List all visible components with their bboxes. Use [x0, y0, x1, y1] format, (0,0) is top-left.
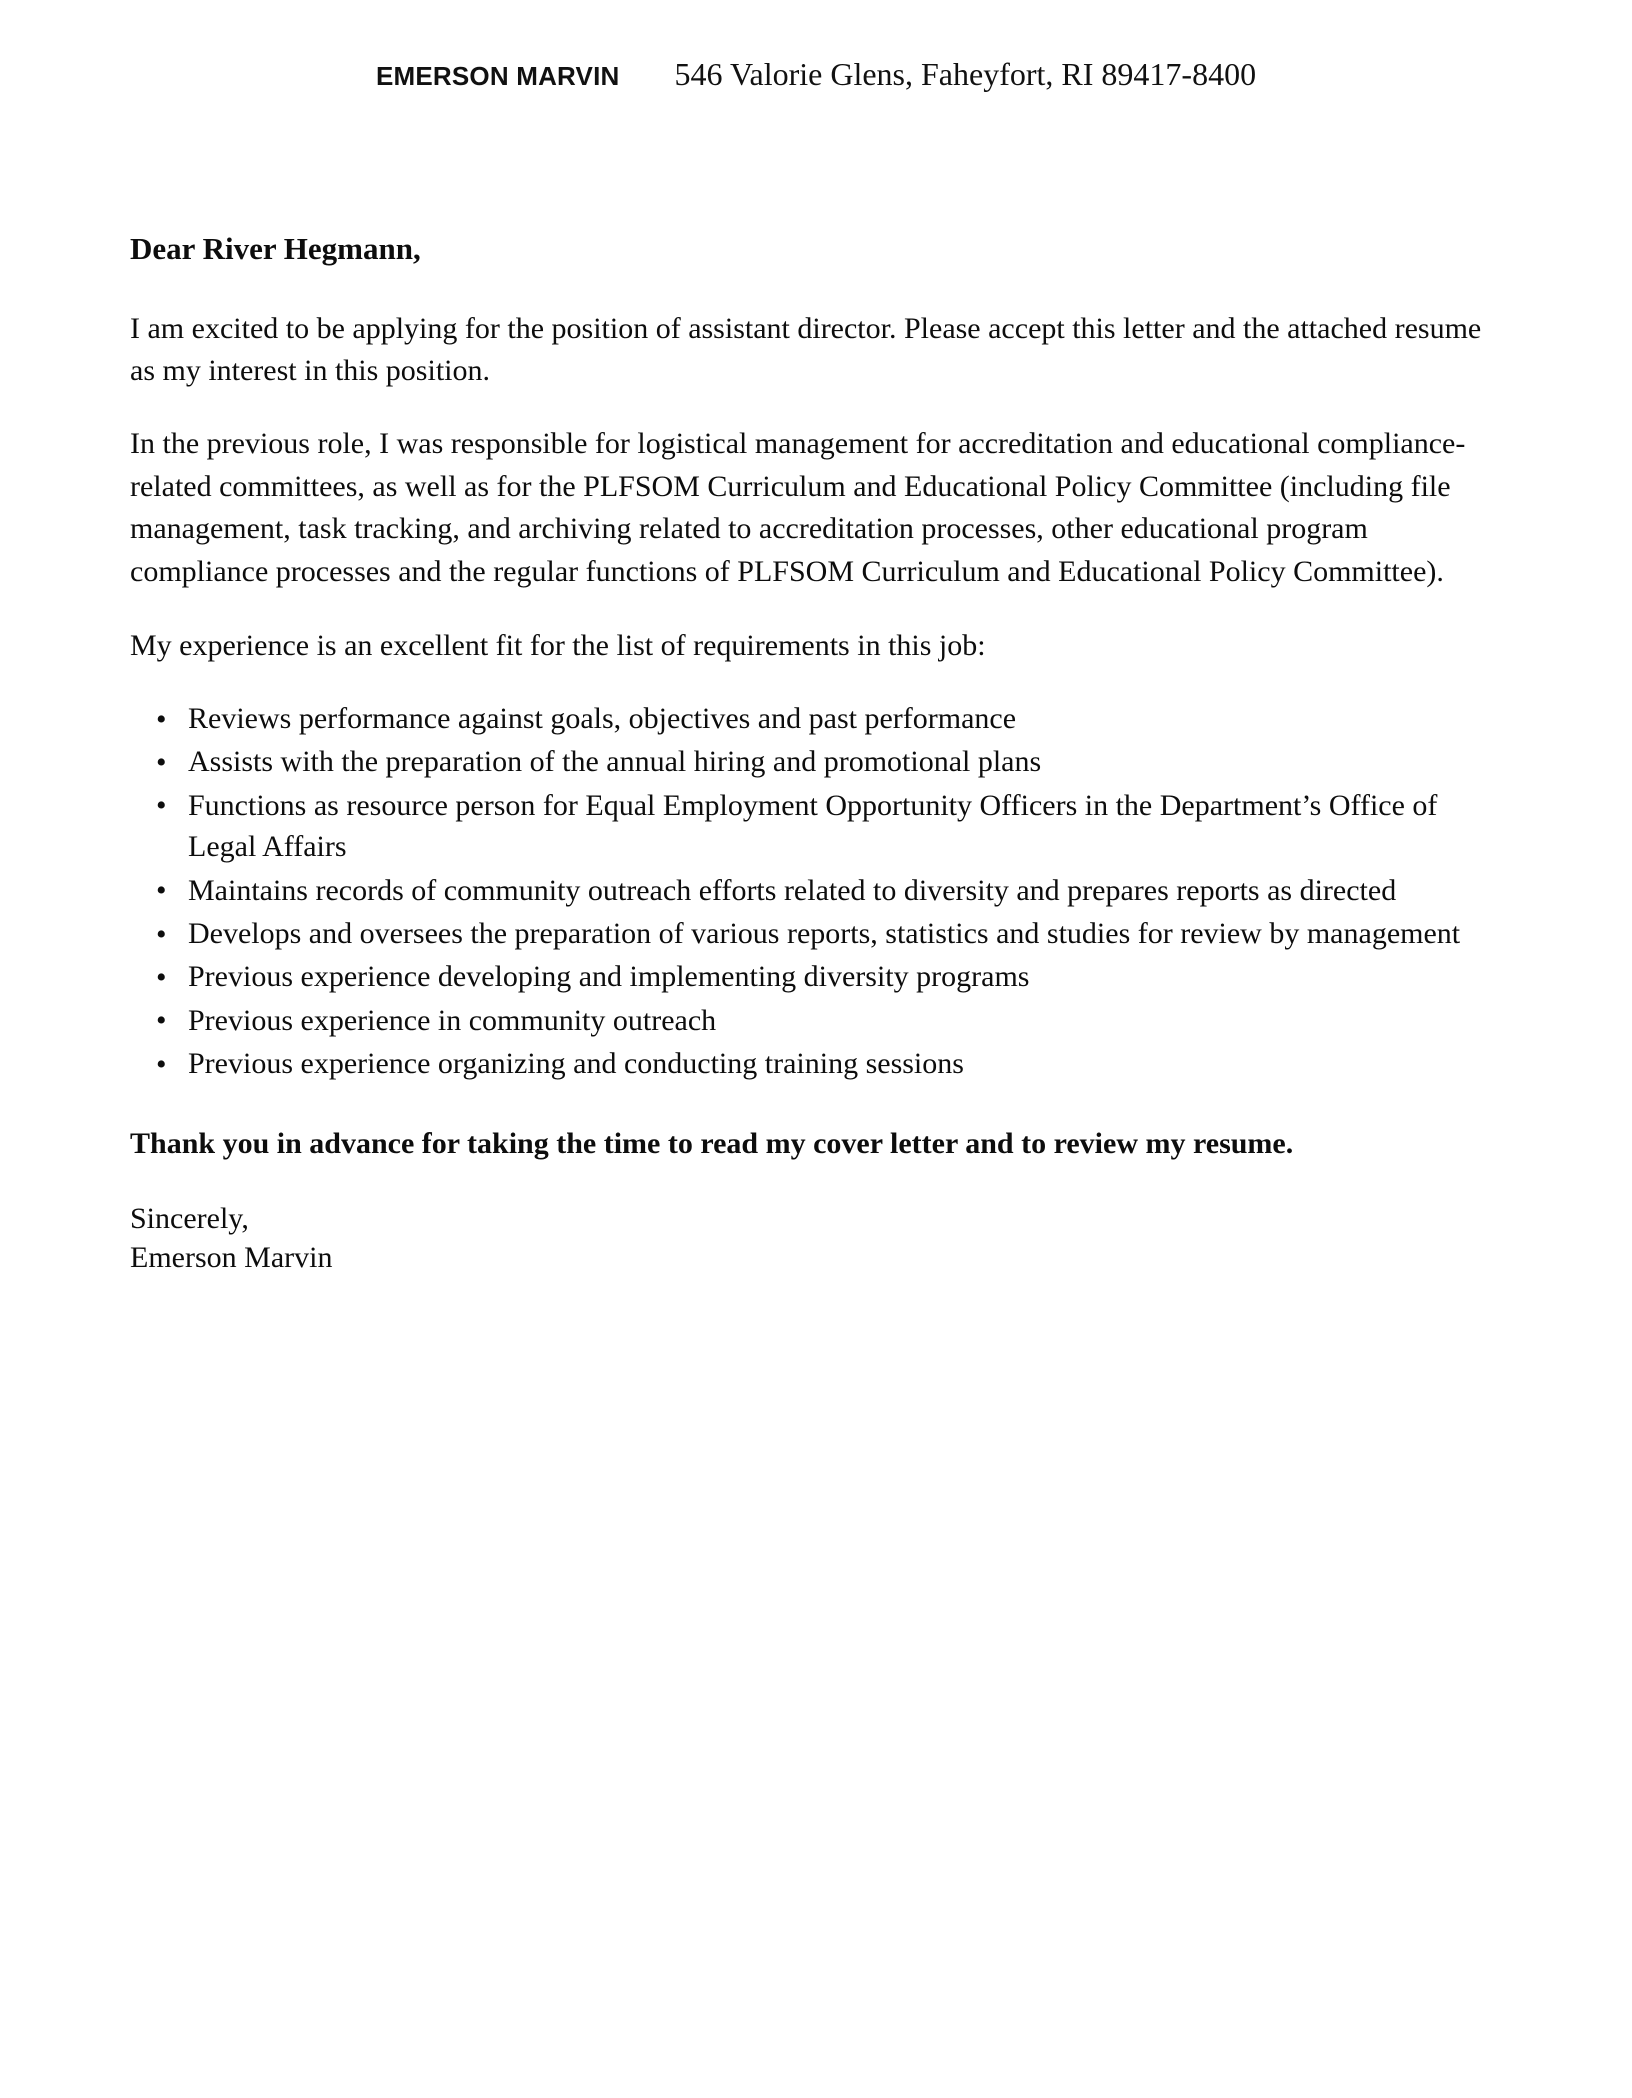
list-item — [130, 1043, 1494, 1084]
letterhead-address: 546 Valorie Glens, Faheyfort, RI 89417-8400 — [674, 56, 1257, 92]
list-item-text: Functions as resource person for Equal Employment Opportunity Officers in the Department’s Office of Legal Affairs — [188, 788, 1438, 864]
list-item-text: Previous experience developing and implementing diversity programs — [188, 960, 1030, 994]
letterhead-name: EMERSON MARVIN — [375, 61, 620, 91]
bullet-icon: • — [156, 702, 167, 736]
letter-body — [130, 228, 1494, 1278]
closing-statement: Thank you in advance for taking the time to read my cover letter and to review my resume. — [130, 1126, 1294, 1160]
bullet-icon: • — [156, 1004, 167, 1038]
bullet-icon: • — [156, 1047, 167, 1081]
list-item — [130, 913, 1494, 954]
signoff-name: Emerson Marvin — [130, 1241, 333, 1275]
list-item-text: Previous experience in community outreach — [188, 1003, 717, 1037]
letterhead — [0, 56, 1632, 93]
signoff-block — [130, 1199, 1494, 1279]
list-item — [130, 870, 1494, 911]
list-item-text: Assists with the preparation of the annual hiring and promotional plans — [188, 745, 1042, 779]
list-item-text: Maintains records of community outreach efforts related to diversity and prepares reports as directed — [188, 873, 1397, 907]
bullet-icon: • — [156, 960, 167, 994]
experience-paragraph: In the previous role, I was responsible for logistical management for accreditation and educational compliance-related committees, as well as for the PLFSOM Curriculum and Educational Policy Committee (including file management, task tracking, and archiving related to accreditation processes, other educational program compliance processes and the regular functions of PLFSOM Curriculum and Educational Policy Committee). — [130, 427, 1466, 588]
bullet-icon: • — [156, 745, 167, 779]
list-item — [130, 698, 1494, 739]
salutation: Dear River Hegmann, — [130, 231, 421, 266]
signoff-salutation: Sincerely, — [130, 1201, 249, 1235]
list-item-text: Reviews performance against goals, objectives and past performance — [188, 702, 1017, 735]
requirements-lead-in: My experience is an excellent fit for the list of requirements in this job: — [130, 629, 986, 663]
list-item — [130, 1000, 1494, 1041]
bullet-icon: • — [156, 874, 167, 908]
list-item-text: Previous experience organizing and conducting training sessions — [188, 1047, 964, 1081]
list-item — [130, 956, 1494, 997]
list-item — [130, 785, 1494, 868]
bullet-icon: • — [156, 789, 167, 823]
requirements-list — [130, 698, 1494, 1085]
bullet-icon: • — [156, 917, 167, 951]
intro-paragraph: I am excited to be applying for the position of assistant director. Please accept this letter and the attached resume as my interest in this position. — [130, 311, 1482, 388]
list-item-text: Develops and oversees the preparation of various reports, statistics and studies for review by management — [188, 916, 1461, 950]
list-item — [130, 741, 1494, 782]
